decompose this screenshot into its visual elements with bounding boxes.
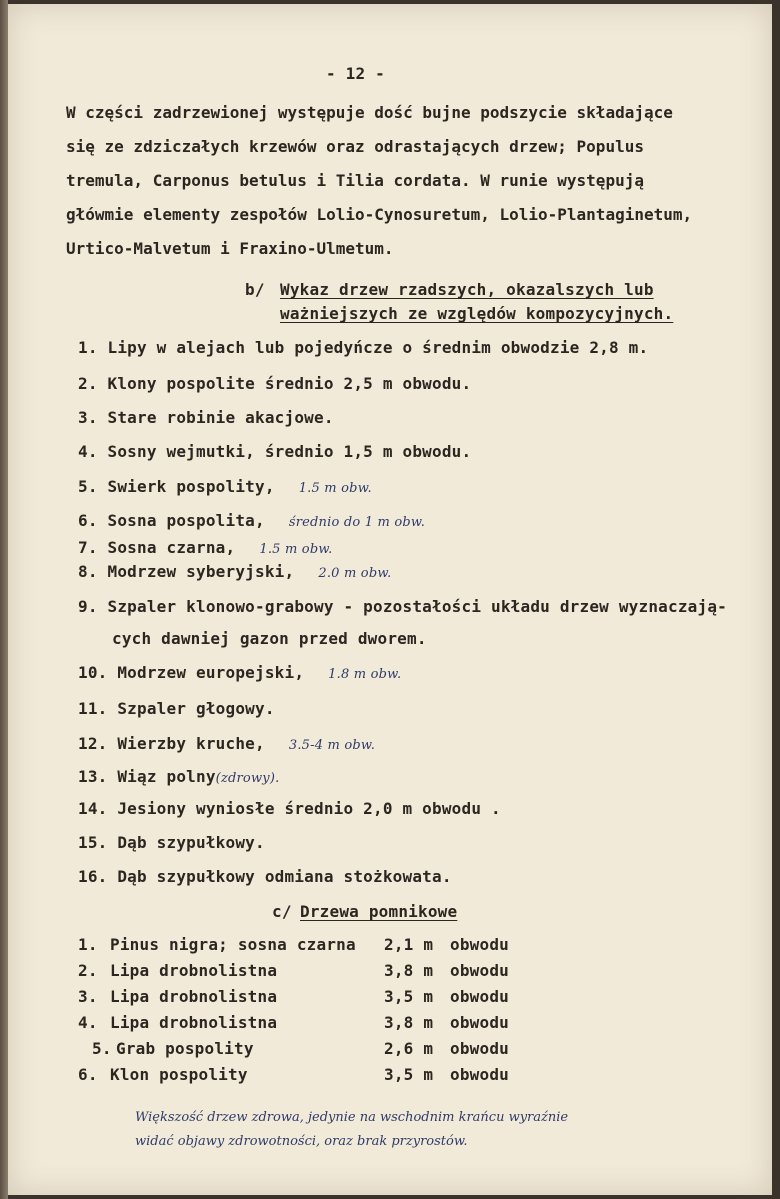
section-b-heading-line2: ważniejszych ze względów kompozycyjnych. <box>280 304 674 323</box>
monument-tree-number: 3. <box>78 987 98 1006</box>
section-c-heading: Drzewa pomnikowe <box>300 902 458 921</box>
list-item-text: Sosny wejmutki, średnio 1,5 m obwodu. <box>107 442 472 461</box>
list-item-number: 8. <box>78 562 98 581</box>
monument-tree-value: 3,5 m <box>384 1065 434 1084</box>
list-item <box>112 629 427 648</box>
monument-tree-name: Lipa drobnolistna <box>110 987 278 1006</box>
intro-line: główmie elementy zespołów Lolio-Cynosuretum, Lolio-Plantaginetum, <box>66 205 693 224</box>
list-item-text: Sosna czarna, <box>107 538 236 557</box>
list-item <box>78 663 401 682</box>
list-item-text: Klony pospolite średnio 2,5 m obwodu. <box>107 374 472 393</box>
monument-tree-number: 6. <box>78 1065 98 1084</box>
list-item <box>78 511 425 530</box>
list-item <box>78 408 334 427</box>
list-item-text: Jesiony wyniosłe średnio 2,0 m obwodu . <box>117 799 501 818</box>
list-item-number: 4. <box>78 442 98 461</box>
list-item <box>78 562 391 581</box>
intro-line: W części zadrzewionej występuje dość bujne podszycie składające <box>66 103 673 122</box>
list-item-text: Modrzew europejski, <box>117 663 305 682</box>
monument-tree-value: 3,8 m <box>384 1013 434 1032</box>
list-item <box>78 477 372 496</box>
list-item-text: Wiąz polny <box>117 767 216 786</box>
list-item-text: Szpaler klonowo-grabowy - pozostałości układu drzew wyznaczają- <box>107 597 727 616</box>
handwritten-annotation: 1.5 m obw. <box>298 481 372 496</box>
list-item <box>78 538 332 557</box>
list-item <box>78 833 265 852</box>
list-item <box>78 442 471 461</box>
list-item-number: 1. <box>78 338 98 357</box>
list-item-text: Dąb szypułkowy. <box>117 833 265 852</box>
list-item-number: 14. <box>78 799 108 818</box>
intro-line: się ze zdziczałych krzewów oraz odrastających drzew; Populus <box>66 137 644 156</box>
list-item-text: Wierzby kruche, <box>117 734 265 753</box>
monument-tree-number: 4. <box>78 1013 98 1032</box>
handwritten-annotation: średnio do 1 m obw. <box>288 515 426 530</box>
monument-tree-unit: obwodu <box>450 961 509 980</box>
intro-line: tremula, Carponus betulus i Tilia cordata. W runie występują <box>66 171 644 190</box>
monument-tree-name: Grab pospolity <box>116 1039 254 1058</box>
list-item <box>78 767 279 786</box>
monument-tree-value: 3,5 m <box>384 987 434 1006</box>
list-item-text: Szpaler głogowy. <box>117 699 275 718</box>
monument-tree-value: 3,8 m <box>384 961 434 980</box>
intro-line: Urtico-Malvetum i Fraxino-Ulmetum. <box>66 239 394 258</box>
list-item <box>78 867 452 886</box>
monument-tree-unit: obwodu <box>450 1039 509 1058</box>
list-item <box>78 734 375 753</box>
handwritten-note-line: widać objawy zdrowotności, oraz brak przyrostów. <box>135 1134 468 1149</box>
monument-tree-name: Lipa drobnolistna <box>110 961 278 980</box>
list-item-number: 2. <box>78 374 98 393</box>
page-number: - 12 - <box>326 64 385 83</box>
list-item-number: 10. <box>78 663 108 682</box>
list-item-number: 15. <box>78 833 108 852</box>
section-c-prefix: c/ <box>272 902 292 921</box>
monument-tree-number: 1. <box>78 935 98 954</box>
list-item-number: 3. <box>78 408 98 427</box>
list-item-number: 13. <box>78 767 108 786</box>
list-item <box>78 374 471 393</box>
monument-tree-unit: obwodu <box>450 1065 509 1084</box>
list-item <box>78 597 727 616</box>
list-item-text: cych dawniej gazon przed dworem. <box>112 629 427 648</box>
monument-tree-unit: obwodu <box>450 1013 509 1032</box>
monument-tree-unit: obwodu <box>450 935 509 954</box>
handwritten-annotation: (zdrowy). <box>215 771 280 786</box>
list-item-number: 9. <box>78 597 98 616</box>
handwritten-annotation: 1.5 m obw. <box>259 542 333 557</box>
list-item-number: 16. <box>78 867 108 886</box>
monument-tree-value: 2,1 m <box>384 935 434 954</box>
list-item-text: Swierk pospolity, <box>107 477 275 496</box>
handwritten-note-line: Większość drzew zdrowa, jedynie na wschodnim krańcu wyraźnie <box>135 1110 569 1125</box>
monument-tree-number: 5. <box>92 1039 112 1058</box>
list-item <box>78 699 275 718</box>
monument-tree-name: Lipa drobnolistna <box>110 1013 278 1032</box>
list-item-text: Stare robinie akacjowe. <box>107 408 334 427</box>
handwritten-annotation: 2.0 m obw. <box>318 566 392 581</box>
list-item <box>78 338 648 357</box>
handwritten-annotation: 3.5-4 m obw. <box>288 738 376 753</box>
list-item <box>78 799 501 818</box>
monument-tree-number: 2. <box>78 961 98 980</box>
monument-tree-unit: obwodu <box>450 987 509 1006</box>
list-item-number: 6. <box>78 511 98 530</box>
intro-paragraph <box>66 96 756 266</box>
section-b-heading-line1: Wykaz drzew rzadszych, okazalszych lub <box>280 280 654 299</box>
list-item-text: Modrzew syberyjski, <box>107 562 295 581</box>
list-item-number: 7. <box>78 538 98 557</box>
book-binding <box>0 0 8 1199</box>
list-item-text: Lipy w alejach lub pojedyńcze o średnim obwodzie 2,8 m. <box>107 338 649 357</box>
monument-tree-value: 2,6 m <box>384 1039 434 1058</box>
list-item-text: Dąb szypułkowy odmiana stożkowata. <box>117 867 452 886</box>
section-b-prefix: b/ <box>245 280 265 299</box>
list-item-number: 5. <box>78 477 98 496</box>
list-item-text: Sosna pospolita, <box>107 511 265 530</box>
list-item-number: 12. <box>78 734 108 753</box>
monument-tree-name: Klon pospolity <box>110 1065 248 1084</box>
list-item-number: 11. <box>78 699 108 718</box>
handwritten-annotation: 1.8 m obw. <box>328 667 402 682</box>
monument-tree-name: Pinus nigra; sosna czarna <box>110 935 356 954</box>
